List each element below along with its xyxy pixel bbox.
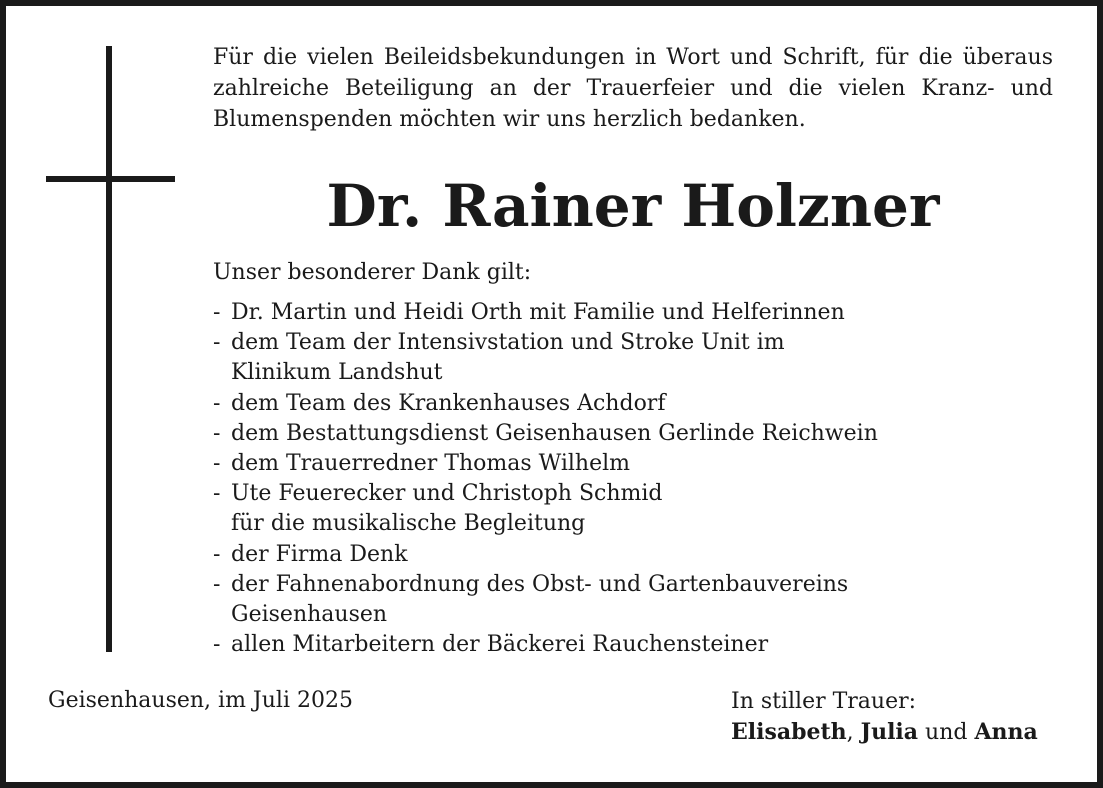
list-item — [213, 389, 1053, 419]
list-item-line: Ute Feuerecker und Christoph Schmid — [231, 481, 663, 507]
intro-text: Für die vielen Beileidsbekundungen in Wort und Schrift, für die überaus zahlreiche Beteiligung an der Trauerfeier und die vielen Kranz- und Blumenspenden möchten wir uns herzlich bedanken. — [213, 45, 1053, 132]
list-item-line: der Fahnenabordnung des Obst- und Gartenbauvereins — [231, 571, 849, 597]
mourning-label: In stiller Trauer: — [731, 689, 917, 714]
list-item-line: dem Bestattungsdienst Geisenhausen Gerlinde Reichwein — [231, 420, 878, 446]
cross-icon-crossbar — [46, 176, 175, 182]
thanks-list — [213, 298, 1053, 660]
list-item-line: Geisenhausen — [231, 602, 388, 628]
list-item — [213, 479, 1053, 539]
list-item-line: Klinikum Landshut — [231, 360, 443, 386]
mourner-name: Elisabeth — [731, 719, 847, 745]
list-item-line: dem Trauerredner Thomas Wilhelm — [231, 451, 631, 477]
name-separator: , — [846, 720, 854, 745]
mourner-name: Julia — [860, 719, 919, 745]
list-item-line: dem Team der Intensivstation und Stroke Unit im — [231, 330, 785, 356]
cross-icon — [106, 46, 112, 652]
list-item-line: der Firma Denk — [231, 541, 408, 567]
thanks-heading: Unser besonderer Dank gilt: — [213, 260, 532, 285]
list-item — [213, 570, 1053, 630]
mourner-name: Anna — [974, 719, 1038, 745]
list-item — [213, 328, 1053, 388]
list-item — [213, 630, 1053, 660]
list-item — [213, 449, 1053, 479]
list-item — [213, 298, 1053, 328]
list-item-line: dem Team des Krankenhauses Achdorf — [231, 390, 666, 416]
mourning-signature — [731, 686, 1038, 748]
place-date: Geisenhausen, im Juli 2025 — [48, 688, 353, 713]
list-item — [213, 540, 1053, 570]
mourner-names — [731, 717, 1038, 748]
list-item-line: allen Mitarbeitern der Bäckerei Rauchensteiner — [231, 632, 769, 658]
list-item-line: für die musikalische Begleitung — [231, 511, 586, 537]
list-item-line: Dr. Martin und Heidi Orth mit Familie und Helferinnen — [231, 300, 845, 325]
name-conjunction: und — [925, 720, 968, 745]
list-item — [213, 419, 1053, 449]
deceased-name: Dr. Rainer Holzner — [326, 172, 940, 240]
